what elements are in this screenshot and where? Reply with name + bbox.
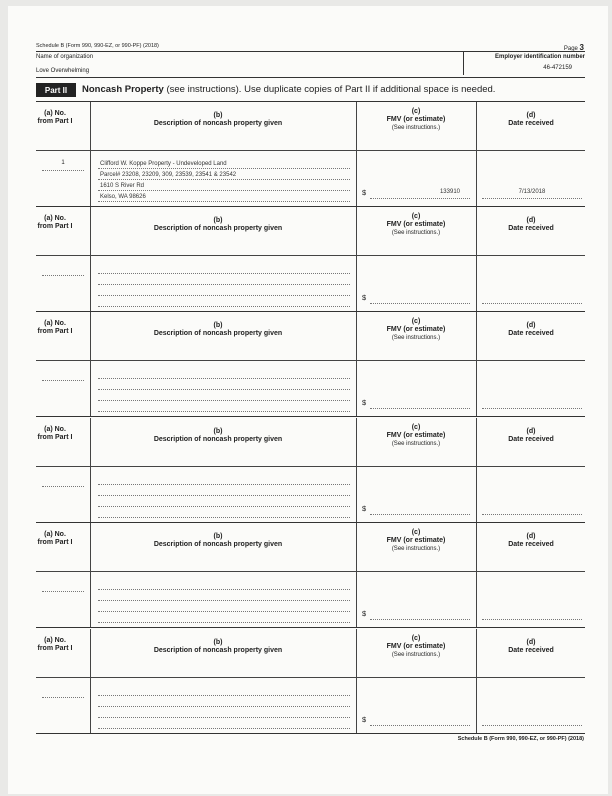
description-line — [98, 306, 350, 307]
fmv-line — [370, 303, 470, 304]
org-rule — [36, 77, 585, 78]
column-divider — [476, 523, 477, 627]
date-line — [482, 619, 582, 620]
col-c-letter: (c) — [411, 529, 421, 536]
entry-header-row — [36, 418, 585, 467]
entry-header-row — [36, 102, 585, 151]
column-divider — [356, 312, 357, 416]
col-d-letter: (d) — [526, 428, 536, 435]
column-divider — [476, 629, 477, 733]
noncash-entry — [36, 418, 585, 522]
fmv-line — [370, 725, 470, 726]
description-line — [98, 295, 350, 296]
col-c-subtitle: (See instructions.) — [391, 652, 441, 658]
description-line — [98, 506, 350, 507]
description-line — [98, 484, 350, 485]
entry-number-line — [42, 697, 84, 698]
col-d-letter: (d) — [526, 533, 536, 540]
col-c-title: FMV (or estimate) — [386, 643, 446, 650]
col-d-heading — [476, 217, 586, 233]
column-divider — [90, 102, 91, 206]
col-b-title: Description of noncash property given — [153, 330, 283, 337]
col-b-title: Description of noncash property given — [153, 225, 283, 232]
col-c-title: FMV (or estimate) — [386, 326, 446, 333]
col-c-heading — [359, 424, 473, 448]
description-line — [98, 389, 350, 390]
description-line — [98, 273, 350, 274]
col-d-heading — [476, 428, 586, 444]
col-b-heading — [98, 428, 338, 444]
description-text: 1610 S River Rd — [100, 183, 145, 189]
date-line — [482, 725, 582, 726]
col-a-heading: (a) No. from Part I — [37, 531, 73, 546]
column-divider — [476, 102, 477, 206]
currency-sign: $ — [362, 609, 367, 618]
entry-number-line — [42, 380, 84, 381]
noncash-entry — [36, 102, 585, 206]
col-c-subtitle: (See instructions.) — [391, 546, 441, 552]
col-b-letter: (b) — [213, 428, 223, 435]
currency-sign: $ — [362, 398, 367, 407]
description-line — [98, 201, 350, 202]
column-divider — [90, 207, 91, 311]
column-divider — [476, 312, 477, 416]
description-line — [98, 706, 350, 707]
noncash-entry — [36, 523, 585, 627]
col-a-heading: (a) No. from Part I — [37, 637, 73, 652]
currency-sign: $ — [362, 504, 367, 513]
entry-bottom-rule — [36, 416, 585, 417]
description-line — [98, 695, 350, 696]
col-a-heading: (a) No. from Part I — [37, 320, 73, 335]
part-title-bold: Noncash Property — [82, 84, 164, 95]
column-divider — [476, 207, 477, 311]
col-d-heading — [476, 533, 586, 549]
col-d-title: Date received — [508, 541, 554, 548]
date-line — [482, 198, 582, 199]
description-line — [98, 284, 350, 285]
column-divider — [356, 523, 357, 627]
column-divider — [356, 102, 357, 206]
column-divider — [90, 418, 91, 522]
entry-number-line — [42, 275, 84, 276]
col-d-title: Date received — [508, 225, 554, 232]
col-d-heading — [476, 639, 586, 655]
description-text: Kelso, WA 98626 — [100, 194, 146, 200]
form-page — [8, 6, 608, 794]
description-line — [98, 600, 350, 601]
col-d-heading — [476, 112, 586, 128]
footer-schedule-ref — [458, 736, 584, 742]
col-c-letter: (c) — [411, 318, 421, 325]
col-d-heading — [476, 322, 586, 338]
description-line — [98, 190, 350, 191]
col-d-title: Date received — [508, 330, 554, 337]
description-line — [98, 611, 350, 612]
col-b-title: Description of noncash property given — [153, 647, 283, 654]
ein-label: Employer identification number — [494, 54, 585, 60]
col-d-letter: (d) — [526, 639, 536, 646]
part-title — [82, 84, 495, 95]
noncash-entry — [36, 207, 585, 311]
entry-header-row — [36, 629, 585, 678]
description-line — [98, 495, 350, 496]
entry-number-line — [42, 486, 84, 487]
column-divider — [90, 523, 91, 627]
col-c-title: FMV (or estimate) — [386, 221, 446, 228]
col-b-title: Description of noncash property given — [153, 541, 283, 548]
date-value: 7/13/2018 — [518, 189, 546, 195]
col-a-heading: (a) No. from Part I — [37, 110, 73, 125]
description-line — [98, 622, 350, 623]
col-c-subtitle: (See instructions.) — [391, 125, 441, 131]
col-b-title: Description of noncash property given — [153, 436, 283, 443]
col-b-letter: (b) — [213, 533, 223, 540]
footer-text: Schedule B (Form 990, 990-EZ, or 990-PF) (2018) — [457, 736, 584, 742]
col-d-title: Date received — [508, 120, 554, 127]
col-c-letter: (c) — [411, 424, 421, 431]
col-c-letter: (c) — [411, 635, 421, 642]
header-rule — [36, 51, 585, 52]
description-line — [98, 728, 350, 729]
date-line — [482, 514, 582, 515]
fmv-value: 133910 — [439, 189, 460, 195]
part-title-rest: (see instructions). Use duplicate copies of Part II if additional space is needed. — [163, 84, 496, 95]
col-d-letter: (d) — [526, 217, 536, 224]
col-c-subtitle: (See instructions.) — [391, 335, 441, 341]
column-divider — [356, 629, 357, 733]
col-a-heading: (a) No. from Part I — [37, 215, 73, 230]
col-c-heading — [359, 318, 473, 342]
column-divider — [476, 418, 477, 522]
col-d-title: Date received — [508, 647, 554, 654]
ein-divider — [463, 51, 464, 75]
col-b-heading — [98, 322, 338, 338]
column-divider — [90, 629, 91, 733]
entry-number: 1 — [61, 160, 65, 166]
col-b-heading — [98, 112, 338, 128]
ein-value: 46-472159 — [543, 65, 572, 71]
entry-bottom-rule — [36, 627, 585, 628]
noncash-entry — [36, 629, 585, 733]
description-line — [98, 717, 350, 718]
col-c-heading — [359, 213, 473, 237]
col-b-heading — [98, 217, 338, 233]
description-line — [98, 378, 350, 379]
date-line — [482, 303, 582, 304]
entry-header-row — [36, 207, 585, 256]
fmv-line — [370, 408, 470, 409]
date-line — [482, 408, 582, 409]
noncash-entry — [36, 312, 585, 416]
entry-number-line — [42, 591, 84, 592]
page-number-value: 3 — [579, 43, 584, 52]
col-b-letter: (b) — [213, 217, 223, 224]
col-b-heading — [98, 639, 338, 655]
entry-header-row — [36, 523, 585, 572]
col-c-title: FMV (or estimate) — [386, 116, 446, 123]
description-text: Clifford W. Koppe Property - Undeveloped Land — [100, 161, 227, 167]
entry-header-row — [36, 312, 585, 361]
description-line — [98, 179, 350, 180]
description-line — [98, 589, 350, 590]
schedule-reference: Schedule B (Form 990, 990-EZ, or 990-PF) (2018) — [36, 43, 159, 49]
currency-sign: $ — [362, 293, 367, 302]
col-c-subtitle: (See instructions.) — [391, 441, 441, 447]
fmv-line — [370, 514, 470, 515]
col-b-title: Description of noncash property given — [153, 120, 283, 127]
col-c-letter: (c) — [411, 213, 421, 220]
currency-sign: $ — [362, 188, 367, 197]
col-b-letter: (b) — [213, 322, 223, 329]
description-line — [98, 400, 350, 401]
col-c-letter: (c) — [411, 108, 421, 115]
col-c-heading — [359, 635, 473, 659]
col-c-heading — [359, 529, 473, 553]
fmv-line — [370, 619, 470, 620]
column-divider — [356, 207, 357, 311]
description-line — [98, 517, 350, 518]
col-b-letter: (b) — [213, 639, 223, 646]
column-divider — [356, 418, 357, 522]
org-name-value: Love Overwhelming — [36, 68, 90, 74]
col-d-title: Date received — [508, 436, 554, 443]
column-divider — [90, 312, 91, 416]
org-name-label: Name of organization — [36, 54, 94, 60]
col-c-heading — [359, 108, 473, 132]
col-a-heading: (a) No. from Part I — [37, 426, 73, 441]
col-b-letter: (b) — [213, 112, 223, 119]
col-d-letter: (d) — [526, 112, 536, 119]
col-d-letter: (d) — [526, 322, 536, 329]
col-c-title: FMV (or estimate) — [386, 432, 446, 439]
col-b-heading — [98, 533, 338, 549]
col-c-subtitle: (See instructions.) — [391, 230, 441, 236]
entry-number-line — [42, 170, 84, 171]
currency-sign: $ — [362, 715, 367, 724]
description-line — [98, 411, 350, 412]
description-line — [98, 168, 350, 169]
part-badge: Part II — [36, 83, 76, 97]
entry-bottom-rule — [36, 733, 585, 734]
col-c-title: FMV (or estimate) — [386, 537, 446, 544]
description-text: Parcel# 23208, 23209, 309, 23539, 23541 & 23542 — [100, 172, 237, 178]
page-prefix: Page — [563, 46, 578, 52]
fmv-line — [370, 198, 470, 199]
